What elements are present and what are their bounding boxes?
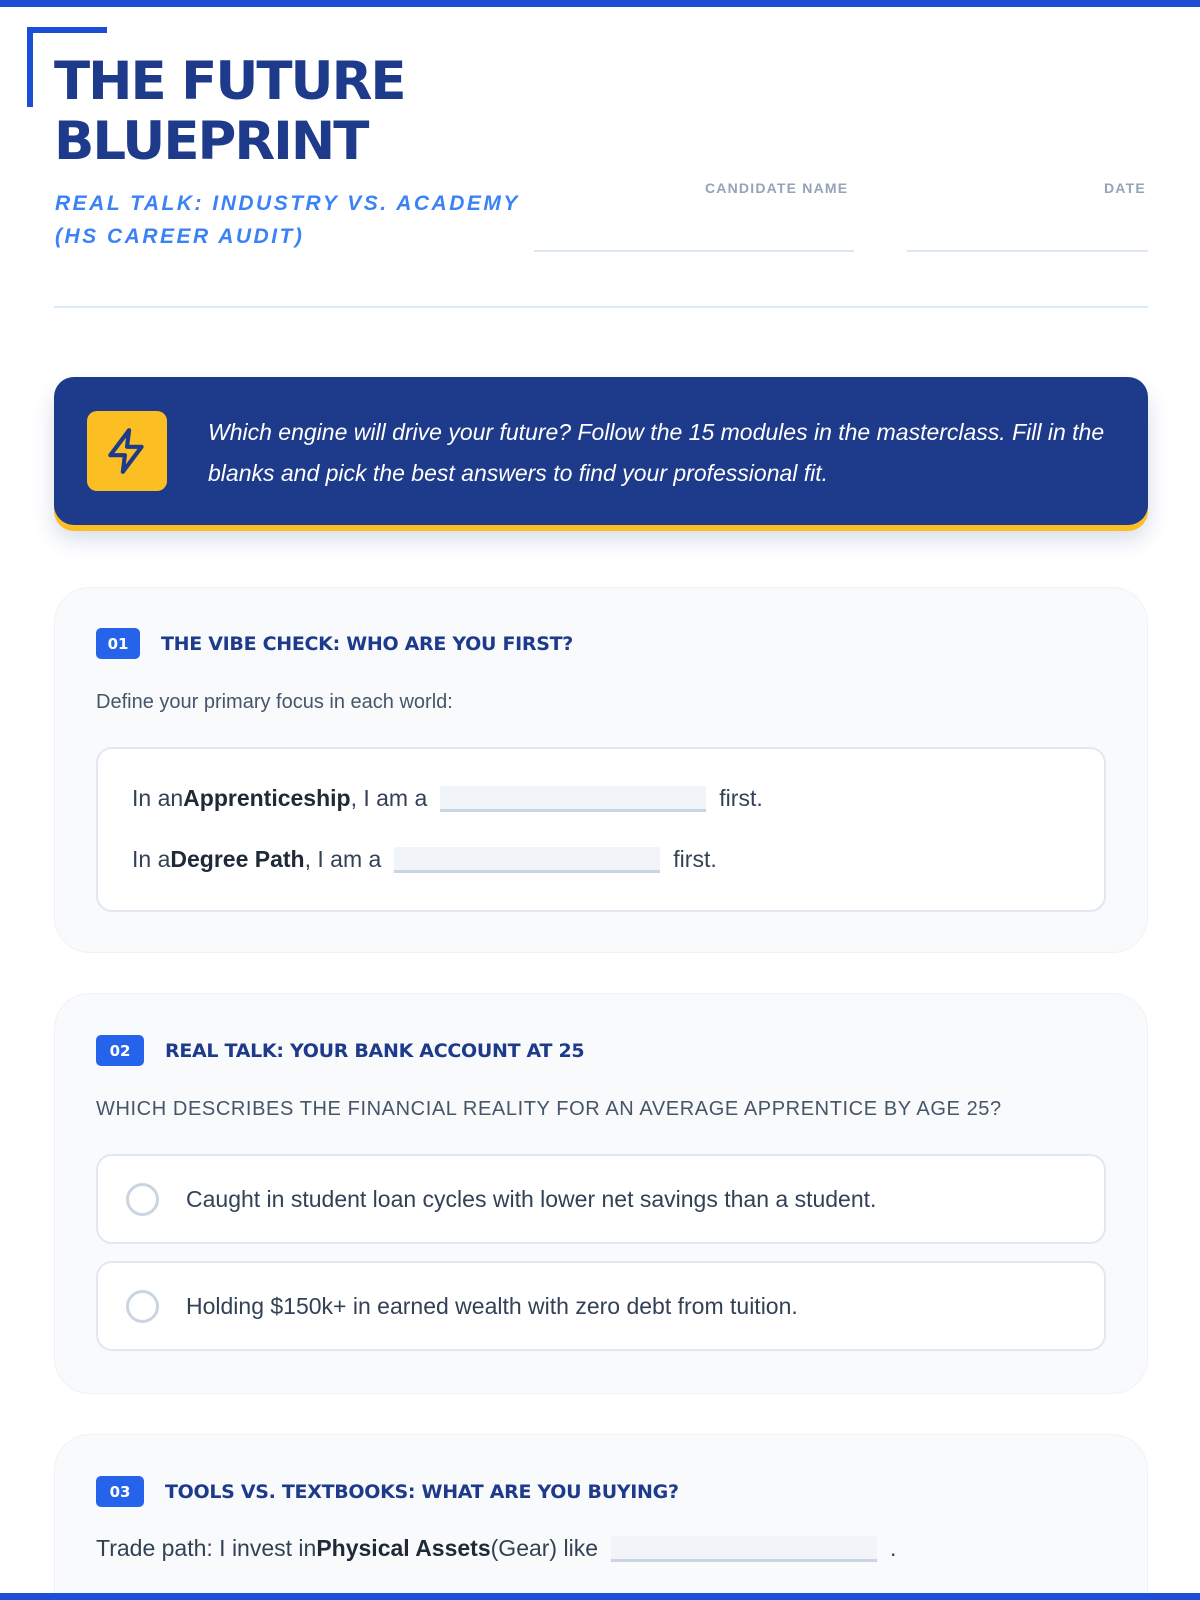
answer-option[interactable] xyxy=(96,1261,1106,1351)
page-title xyxy=(54,52,405,172)
row-text-pre: In an xyxy=(132,785,184,811)
section-title: THE VIBE CHECK: WHO ARE YOU FIRST? xyxy=(161,632,573,655)
row-text-mid: , I am a xyxy=(350,785,428,811)
title-line-2: BLUEPRINT xyxy=(54,111,368,172)
row-text-post: first. xyxy=(673,846,717,872)
section-number-badge: 03 xyxy=(96,1476,144,1507)
bottom-accent-bar xyxy=(0,1593,1200,1600)
row-text-mid: (Gear) like xyxy=(490,1535,598,1561)
page-subtitle: REAL TALK: INDUSTRY VS. ACADEMY (HS CAREER AUDIT) xyxy=(55,192,520,248)
fill-in-row xyxy=(132,785,763,812)
row-text-pre: In a xyxy=(132,846,171,872)
answer-option[interactable] xyxy=(96,1154,1106,1244)
candidate-name-label: CANDIDATE NAME xyxy=(705,180,849,196)
row-text-bold: Degree Path xyxy=(170,846,305,872)
row-text-mid: , I am a xyxy=(304,846,382,872)
fill-in-box xyxy=(96,747,1106,912)
title-line-1: THE FUTURE xyxy=(54,51,405,112)
header-divider xyxy=(54,306,1148,308)
lightning-bolt-icon xyxy=(87,411,167,491)
row-text-bold: Physical Assets xyxy=(316,1535,491,1561)
row-text-bold: Apprenticeship xyxy=(183,785,351,811)
section-number-badge: 01 xyxy=(96,628,140,659)
section-01-header xyxy=(96,628,573,659)
section-title: TOOLS VS. TEXTBOOKS: WHAT ARE YOU BUYING? xyxy=(165,1480,679,1503)
section-prompt: Define your primary focus in each world: xyxy=(96,691,453,713)
row-text-post: first. xyxy=(719,785,763,811)
date-label: DATE xyxy=(1104,180,1146,196)
radio-button[interactable] xyxy=(126,1290,159,1323)
option-label: Caught in student loan cycles with lower net savings than a student. xyxy=(186,1185,877,1212)
section-02-header xyxy=(96,1035,584,1066)
radio-button[interactable] xyxy=(126,1183,159,1216)
row-text-pre: Trade path: I invest in xyxy=(96,1535,317,1561)
physical-assets-blank-input[interactable] xyxy=(611,1536,877,1562)
degree-path-blank-input[interactable] xyxy=(394,847,660,873)
fill-in-row xyxy=(132,846,717,873)
top-accent-bar xyxy=(0,0,1200,7)
option-label: Holding $150k+ in earned wealth with zero debt from tuition. xyxy=(186,1292,798,1319)
section-title: REAL TALK: YOUR BANK ACCOUNT AT 25 xyxy=(165,1039,585,1062)
banner-text: Which engine will drive your future? Follow the 15 modules in the masterclass. Fill in the blanks and pick the best answers to find your professional fit. xyxy=(208,419,1105,486)
apprenticeship-blank-input[interactable] xyxy=(440,786,706,812)
section-03-card xyxy=(54,1434,1148,1600)
section-number-badge: 02 xyxy=(96,1035,144,1066)
candidate-name-field[interactable] xyxy=(534,250,854,252)
section-question: WHICH DESCRIBES THE FINANCIAL REALITY FOR AN AVERAGE APPRENTICE BY AGE 25? xyxy=(96,1098,1002,1120)
section-03-header xyxy=(96,1476,679,1507)
row-text-post: . xyxy=(890,1535,897,1561)
instructions-banner xyxy=(54,377,1148,525)
trade-path-row xyxy=(96,1535,896,1562)
date-field[interactable] xyxy=(907,250,1148,252)
section-02-card xyxy=(54,993,1148,1394)
section-01-card xyxy=(54,587,1148,953)
